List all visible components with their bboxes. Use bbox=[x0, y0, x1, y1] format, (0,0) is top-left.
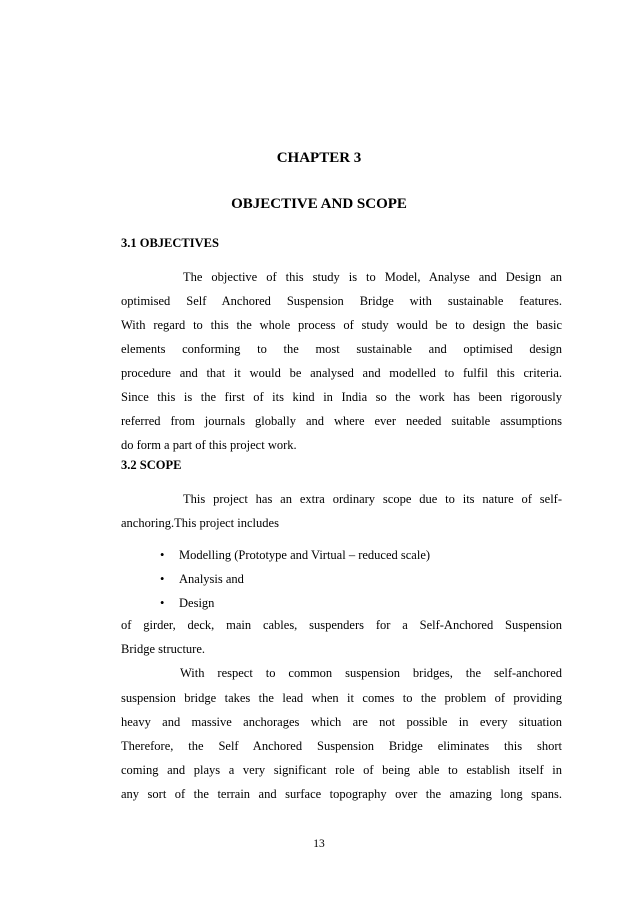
paragraph-line: With respect to common suspension bridges, the self-anchored bbox=[180, 666, 562, 680]
paragraph-line: With regard to this the whole process of study would be to design the basic bbox=[121, 318, 562, 332]
paragraph-line: Bridge structure. bbox=[121, 642, 206, 656]
paragraph-line: procedure and that it would be analysed and modelled to fulfil this criteria. bbox=[121, 366, 562, 380]
list-item bbox=[160, 548, 430, 563]
paragraph-line: suspension bridge takes the lead when it comes to the problem of providing bbox=[121, 691, 562, 705]
paragraph-line: elements conforming to the most sustainable and optimised design bbox=[121, 342, 562, 356]
paragraph-line: of girder, deck, main cables, suspenders for a Self-Anchored Suspension bbox=[121, 618, 562, 632]
section-heading-scope: 3.2 SCOPE bbox=[121, 458, 182, 472]
bullet-icon: • bbox=[160, 548, 165, 562]
paragraph-line: any sort of the terrain and surface topography over the amazing long spans. bbox=[121, 787, 562, 801]
list-item-label: Analysis and bbox=[179, 572, 244, 586]
list-item bbox=[160, 596, 214, 611]
bullet-icon: • bbox=[160, 596, 165, 610]
paragraph-line: optimised Self Anchored Suspension Bridge with sustainable features. bbox=[121, 294, 562, 308]
list-item-label: Design bbox=[179, 596, 215, 610]
list-item bbox=[160, 572, 244, 587]
bullet-icon: • bbox=[160, 572, 165, 586]
section-heading-objectives: 3.1 OBJECTIVES bbox=[121, 236, 219, 250]
paragraph-line: heavy and massive anchorages which are not possible in every situation bbox=[121, 715, 562, 729]
paragraph-line: The objective of this study is to Model, Analyse and Design an bbox=[183, 270, 562, 284]
paragraph-line: coming and plays a very significant role of being able to establish itself in bbox=[121, 763, 562, 777]
paragraph-line: Since this is the first of its kind in India so the work has been rigorously bbox=[121, 390, 562, 404]
paragraph-line: referred from journals globally and where ever needed suitable assumptions bbox=[121, 414, 562, 428]
paragraph-line: This project has an extra ordinary scope due to its nature of self- bbox=[183, 492, 562, 506]
paragraph-line: anchoring.This project includes bbox=[121, 516, 279, 530]
chapter-number: CHAPTER 3 bbox=[276, 150, 362, 166]
chapter-title: OBJECTIVE AND SCOPE bbox=[231, 196, 407, 212]
list-item-label: Modelling (Prototype and Virtual – reduced scale) bbox=[179, 548, 431, 562]
paragraph-line: Therefore, the Self Anchored Suspension Bridge eliminates this short bbox=[121, 739, 562, 753]
page-number: 13 bbox=[313, 838, 325, 850]
paragraph-line: do form a part of this project work. bbox=[121, 438, 297, 452]
